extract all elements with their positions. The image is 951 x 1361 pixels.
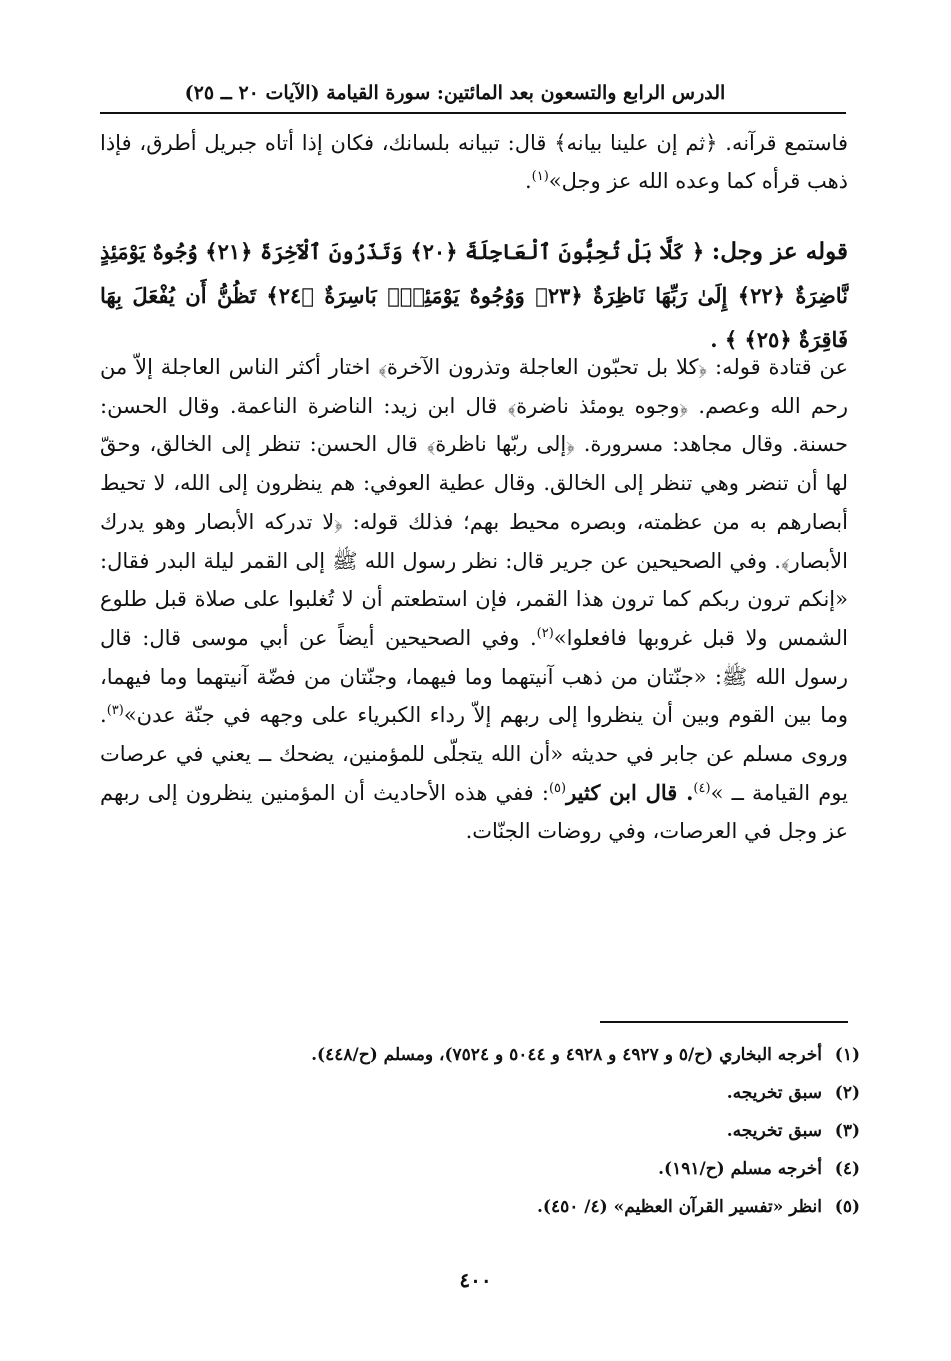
header-rule (100, 112, 846, 114)
footnote-number: (٤) (834, 1159, 860, 1179)
footnote-ref-3: (٣) (106, 703, 124, 719)
commentary-part-2: . وفي الصحيحين أيضاً عن أبي موسى قال: قال رسول الله ﷺ: «جنّتان من ذهب آنيتهما وما فيهما، وجنّتان من فضّة آنيتهما وما فيهما، وما بين القوم وبين أن ينظروا إلى ربهم إلاّ رداء الكبرياء على وجهه في جنّة عدن» (100, 625, 848, 728)
intro-text: فاستمع قرآنه. ﴿ثم إن علينا بيانه﴾ قال: تبيانه بلسانك، فكان إذا أتاه جبريل أطرق، فإذا ذهب قرأه كما وعده الله عز وجل» (100, 131, 848, 193)
footnote-item (100, 1074, 860, 1112)
running-header: الدرس الرابع والتسعون بعد المائتين: سورة القيامة (الآيات ٢٠ ــ ٢٥) (184, 82, 726, 104)
footnote-ref-4: (٤) (693, 780, 711, 796)
footnote-rule (600, 1021, 848, 1023)
footnote-number: (١) (834, 1045, 860, 1065)
footnote-ref-2: (٢) (536, 625, 554, 641)
page-number: ٤٠٠ (459, 1268, 492, 1292)
commentary-part-5: : ففي هذه الأحاديث أن المؤمنين ينظرون إلى ربهم عز وجل في العرصات، وفي روضات الجنّات. (100, 780, 848, 844)
footnote-item (100, 1150, 860, 1188)
footnote-text: سبق تخريجه. (726, 1083, 822, 1103)
footnote-text: أخرجه البخاري (ح/٥ و ٤٩٢٧ و ٤٩٢٨ و ٥٠٤٤ و ٧٥٢٤)، ومسلم (ح/٤٤٨). (311, 1045, 822, 1065)
footnote-item (100, 1036, 860, 1074)
footnote-number: (٢) (834, 1083, 860, 1103)
footnotes-list (100, 1036, 860, 1226)
commentary-paragraph (100, 348, 848, 851)
footnote-number: (٣) (834, 1121, 860, 1141)
footnote-ref-1: (١) (531, 169, 549, 184)
footnote-ref-5: (٥) (548, 780, 567, 796)
footnote-text: أخرجه مسلم (ح/١٩١). (658, 1159, 822, 1179)
footnote-item (100, 1112, 860, 1150)
verse-lead: قوله عز وجل: (711, 238, 848, 265)
intro-paragraph (100, 124, 848, 200)
commentary-part-3: . وروى مسلم عن جابر في حديثه «أن الله يتجلّى للمؤمنين، يضحك ــ يعني في عرصات يوم القيامة ــ » (100, 703, 848, 805)
quran-verses: ﴿ كَلَّا بَلْ تُحِبُّونَ ٱلْعَاجِلَةَ ﴿٢٠﴾ وَتَذَرُونَ ٱلْآخِرَةَ ﴿٢١﴾ وُجُوهٌ يَوْمَئِذٍ نَّاضِرَةٌ ﴿٢٢﴾ إِلَىٰ رَبِّهَا نَاظِرَةٌ ﴿٢٣﴾ وَوُجُوهٌ يَوْمَئِذٍۭ بَاسِرَةٌ ﴿٢٤﴾ تَظُنُّ أَن يُفْعَلَ بِهَا فَاقِرَةٌ ﴿٢٥﴾ ﴾ . (100, 239, 849, 352)
intro-end: . (524, 169, 532, 193)
commentary-ibn-kathir: . قال ابن كثير (566, 779, 694, 805)
footnote-item (100, 1188, 860, 1226)
footnote-text: انظر «تفسير القرآن العظيم» (٤/ ٤٥٠). (537, 1197, 822, 1217)
footnote-text: سبق تخريجه. (726, 1121, 822, 1141)
verse-paragraph (100, 230, 848, 362)
commentary-part-1: عن قتادة قوله: ﴿كلا بل تحبّون العاجلة وتذرون الآخرة﴾ اختار أكثر الناس العاجلة إلاّ من رحم الله وعصم. ﴿وجوه يومئذ ناضرة﴾ قال ابن زيد: الناضرة الناعمة. وقال الحسن: حسنة. وقال مجاهد: مسرورة. ﴿إلى ربّها ناظرة﴾ قال الحسن: تنظر إلى الخالق، وحقّ لها أن تنضر وهي تنظر إلى الخالق. وقال عطية العوفي: هم ينظرون إلى الله، لا تحيط أبصارهم به من عظمته، وبصره محيط بهم؛ فذلك قوله: ﴿لا تدركه الأبصار وهو يدرك الأبصار﴾. وفي الصحيحين عن جرير قال: نظر رسول الله ﷺ إلى القمر ليلة البدر فقال: «إنكم ترون ربكم كما ترون هذا القمر، فإن استطعتم أن لا تُغلبوا على صلاة قبل طلوع الشمس ولا قبل غروبها فافعلوا» (100, 355, 849, 650)
footnote-number: (٥) (834, 1197, 860, 1217)
